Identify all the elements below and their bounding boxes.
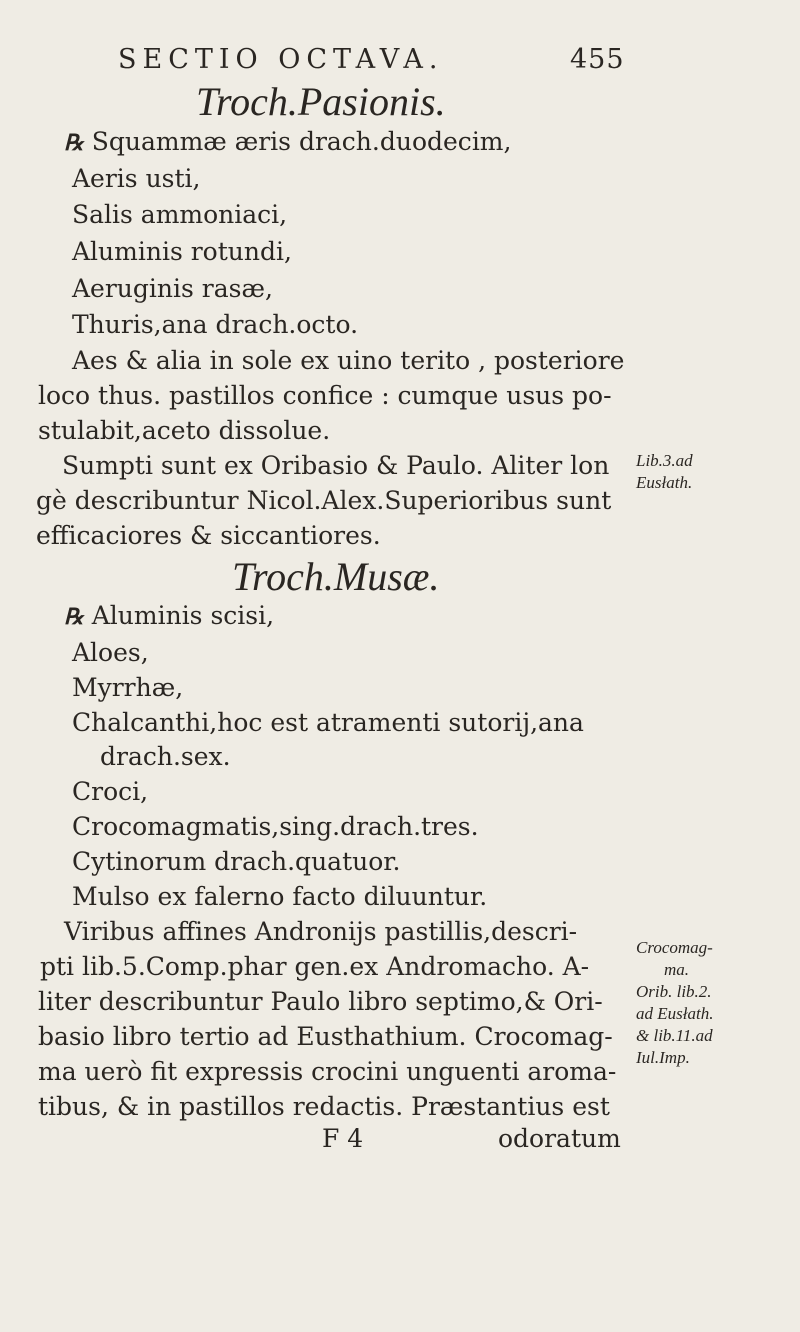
page-number: 455	[570, 44, 625, 75]
recipe-line: ℞ Squammæ æris drach.duodecim,	[64, 127, 512, 156]
recipe-line: drach.sex.	[100, 742, 231, 771]
body-text-line: gè describuntur Nicol.Alex.Superioribus sunt	[36, 486, 612, 515]
recipe-title-pasionis: Troch.Pasionis.	[196, 79, 446, 124]
running-header	[118, 44, 625, 75]
signature-mark: F 4	[322, 1124, 364, 1153]
recipe-line: ℞ Aluminis scisi,	[64, 601, 275, 630]
body-text-line: efficaciores & siccantiores.	[36, 521, 381, 550]
body-text-line: Mulso ex falerno facto diluuntur.	[72, 882, 488, 911]
recipe-line: Myrrhæ,	[72, 673, 184, 702]
body-text-line: liter describuntur Paulo libro septimo,& Ori-	[38, 987, 603, 1016]
recipe-symbol: ℞	[64, 604, 84, 630]
recipe-line: Crocomagmatis,sing.drach.tres.	[72, 812, 479, 841]
catchword: odoratum	[498, 1124, 621, 1153]
body-text-line: Viribus affines Andronijs pastillis,descri-	[64, 917, 578, 946]
margin-note-crocomagma: Crocomag- ma. Orib. lib.2. ad Eusłath. & lib.11.ad Iul.Imp.	[636, 938, 714, 1067]
recipe-line: Aloes,	[72, 638, 149, 667]
body-text-line: Aes & alia in sole ex uino terito , posteriore	[72, 346, 625, 375]
recipe-line: Thuris,ana drach.octo.	[72, 310, 359, 339]
recipe-line: Aeris usti,	[72, 164, 201, 193]
body-text-line: tibus, & in pastillos redactis. Præstantius est	[38, 1092, 610, 1121]
body-text-line: loco thus. pastillos confice : cumque usus po-	[38, 381, 612, 410]
recipe-line: Croci,	[72, 777, 149, 806]
recipe-line: Aluminis rotundi,	[72, 237, 292, 266]
body-text-line: Sumpti sunt ex Oribasio & Paulo. Aliter lon	[62, 451, 610, 480]
recipe-line: Aeruginis rasæ,	[72, 274, 273, 303]
margin-note-oribasius: Lib.3.ad Eusłath.	[636, 451, 693, 492]
recipe-line: Chalcanthi,hoc est atramenti sutorij,ana	[72, 708, 584, 737]
recipe-line: Salis ammoniaci,	[72, 200, 288, 229]
recipe-line: Cytinorum drach.quatuor.	[72, 847, 401, 876]
recipe-title-musae: Troch.Musæ.	[232, 554, 440, 599]
body-text-line: pti lib.5.Comp.phar gen.ex Andromacho. A-	[40, 952, 590, 981]
recipe-symbol: ℞	[64, 130, 84, 156]
body-text-line: ma uerò fit expressis crocini unguenti aroma-	[38, 1057, 617, 1086]
section-heading: SECTIO OCTAVA.	[118, 44, 444, 75]
body-text-line: basio libro tertio ad Eusthathium. Crocomag-	[38, 1022, 613, 1051]
body-text-line: stulabit,aceto dissolue.	[38, 416, 331, 445]
